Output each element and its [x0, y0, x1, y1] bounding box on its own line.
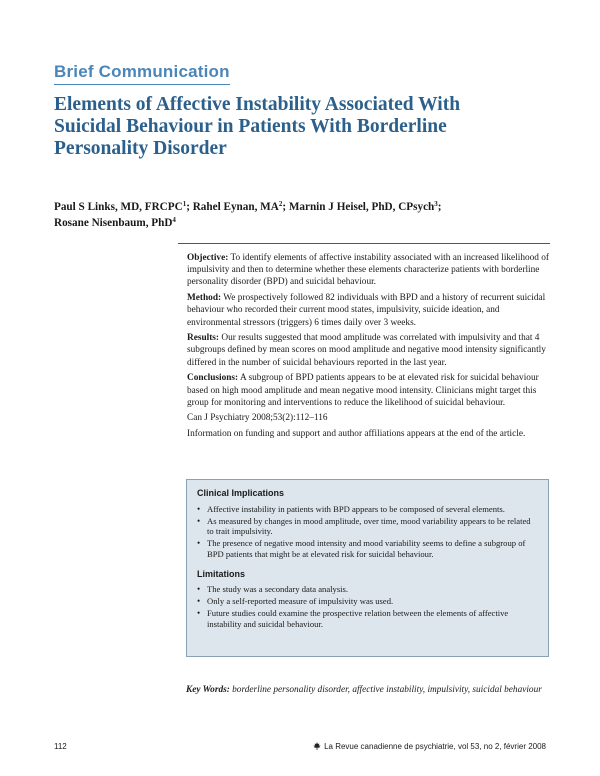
key-words-label: Key Words:: [186, 685, 230, 695]
method-text: We prospectively followed 82 individuals with BPD and a history of recurrent suicidal behaviour who recorded their current mood states, impulsivity, suicide ideation, and environmental stressors (triggers) 6 times daily over 3 weeks.: [187, 293, 546, 328]
limitations-list: [197, 584, 538, 629]
funding-note: Information on funding and support and author affiliations appears at the end of the article.: [187, 429, 526, 440]
page-number: 112: [54, 742, 67, 751]
list-item: • As measured by changes in mood amplitude, over time, mood variability appears to be related to trait impulsivity.: [197, 516, 538, 537]
implications-list: [197, 504, 538, 560]
list-item: • The study was a secondary data analysis.: [197, 584, 538, 595]
abstract: [187, 252, 549, 444]
list-item: • Affective instability in patients with BPD appears to be composed of several elements.: [197, 504, 538, 515]
conclusions-text: A subgroup of BPD patients appears to be at elevated risk for suicidal behaviour based on high mood amplitude and mean negative mood intensity. Clinicians might target this group for monitoring and interventions to reduce the likelihood of suicidal behaviour.: [187, 373, 539, 408]
results-label: Results:: [187, 333, 220, 344]
limitations-heading: Limitations: [197, 568, 246, 579]
author-name: Paul S Links, MD, FRCPC: [54, 201, 183, 213]
abstract-objective: [187, 252, 549, 289]
implications-heading: Clinical Implications: [197, 488, 285, 498]
method-label: Method:: [187, 293, 222, 304]
conclusions-label: Conclusions:: [187, 373, 239, 384]
abstract-method: [187, 292, 549, 329]
maple-leaf-icon: [313, 742, 321, 752]
author-separator: ;: [437, 201, 442, 213]
key-words: [186, 684, 548, 696]
author-separator: ;: [282, 201, 289, 213]
list-item: • Future studies could examine the prospective relation between the elements of affective instability and suicidal behaviour.: [197, 608, 538, 629]
author-name: Rosane Nisenbaum, PhD: [54, 217, 173, 229]
results-text: Our results suggested that mood amplitude was correlated with impulsivity and that 4 subgroups defined by mean scores on mood amplitude and negative mood intensity significantly differed in the number of suicidal behaviours reported in the last year.: [187, 333, 546, 368]
affiliation-marker: 1: [182, 200, 187, 208]
author-list: [54, 199, 554, 231]
abstract-results: [187, 332, 549, 369]
citation: Can J Psychiatry 2008;53(2):112–116: [187, 413, 328, 424]
article-title: Elements of Affective Instability Associated With Suicidal Behaviour in Patients With Borderline Personality Disorder: [54, 94, 461, 159]
clinical-implications-box: [186, 479, 549, 657]
key-words-text: borderline personality disorder, affective instability, impulsivity, suicidal behaviour: [232, 685, 542, 695]
affiliation-marker: 4: [172, 216, 176, 224]
objective-label: Objective:: [187, 253, 229, 263]
list-item: • The presence of negative mood intensity and mood variability seems to define a subgroup of BPD patients that might be at elevated risk for suicidal behaviour.: [197, 538, 538, 559]
author-name: Rahel Eynan, MA: [192, 201, 279, 213]
abstract-conclusions: [187, 372, 549, 409]
journal-name: La Revue canadienne de psychiatrie, vol 53, no 2, février 2008: [324, 742, 546, 751]
author-name: Marnin J Heisel, PhD, CPsych: [288, 201, 435, 213]
affiliation-marker: 2: [278, 200, 283, 208]
objective-text: To identify elements of affective instability associated with an increased likelihood of impulsivity and then to determine whether these elements characterize patients with borderline personality disorder (BPD) and suicidal behaviour.: [187, 253, 550, 288]
abstract-divider: [178, 243, 550, 244]
list-item: • Only a self-reported measure of impulsivity was used.: [197, 596, 538, 607]
journal-footer: [313, 742, 546, 752]
author-separator: ;: [186, 201, 193, 213]
affiliation-marker: 3: [434, 200, 438, 208]
section-label: Brief Communication: [54, 62, 230, 85]
